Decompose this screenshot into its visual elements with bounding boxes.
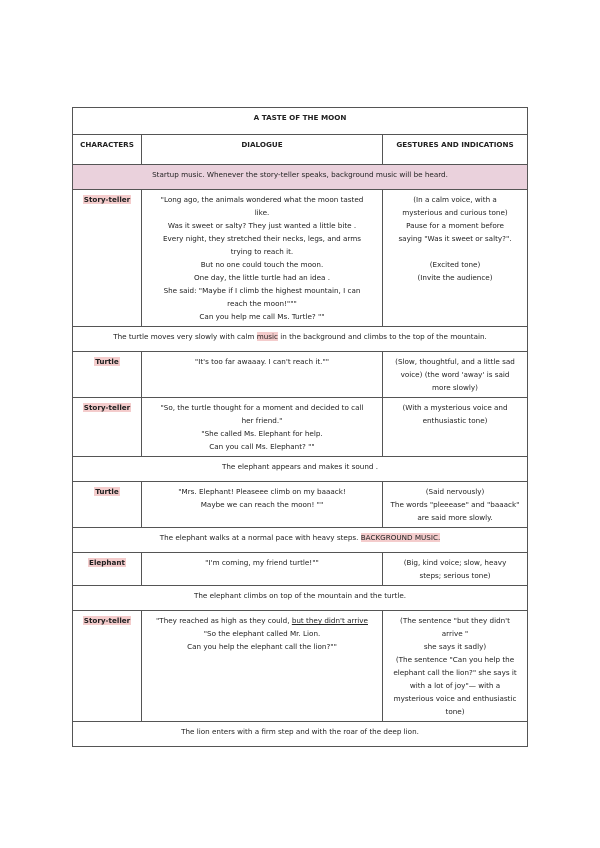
gestures-cell — [383, 352, 528, 398]
gesture-line: saying "Was it sweet or salty?". — [398, 234, 512, 243]
gesture-line: with a lot of joy"— with a — [409, 681, 501, 690]
stage-note — [73, 528, 528, 553]
script-row-1 — [73, 190, 528, 327]
gesture-line: enthusiastic tone) — [422, 416, 488, 425]
stage-note-row — [73, 528, 528, 553]
dialogue-line: Can you call Ms. Elephant? "" — [209, 442, 315, 451]
gesture-line: mysterious voice and enthusiastic — [393, 694, 517, 703]
dialogue-line: Can you help the elephant call the lion?"" — [187, 642, 337, 651]
dialogue-line: Can you help me call Ms. Turtle? "" — [199, 312, 325, 321]
dialogue-line: One day, the little turtle had an idea . — [194, 273, 330, 282]
character-cell — [73, 482, 142, 528]
gestures-cell — [383, 553, 528, 586]
dialogue-cell — [142, 398, 383, 457]
gesture-line: (Excited tone) — [429, 260, 481, 269]
header-gestures: GESTURES AND INDICATIONS — [383, 135, 528, 165]
gesture-line: voice) (the word 'away' is said — [400, 370, 510, 379]
dialogue-cell — [142, 611, 383, 722]
gesture-line: (With a mysterious voice and — [402, 403, 508, 412]
dialogue-line: "Mrs. Elephant! Pleaseee climb on my baaack! — [178, 487, 346, 496]
character-name: Turtle — [95, 487, 119, 496]
character-name: Story-teller — [83, 403, 131, 412]
stage-note-text: in the background and climbs to the top of the mountain. — [277, 332, 487, 341]
character-name: Story-teller — [83, 195, 131, 204]
stage-note-highlight: music — [256, 332, 278, 341]
gestures-cell — [383, 611, 528, 722]
stage-note-text: The turtle moves very slowly with calm — [113, 332, 257, 341]
dialogue-line: But no one could touch the moon. — [200, 260, 324, 269]
gesture-line: arrive " — [441, 629, 469, 638]
stage-note-row — [73, 722, 528, 747]
dialogue-line: "So the elephant called Mr. Lion. — [203, 629, 321, 638]
character-cell — [73, 398, 142, 457]
dialogue-line: "Long ago, the animals wondered what the moon tasted — [160, 195, 364, 204]
stage-note-highlight: BACKGROUND MUSIC. — [360, 533, 441, 542]
dialogue-text: "They reached as high as they could, — [156, 616, 292, 625]
gesture-line: The words "pleeease" and "baaack" — [390, 500, 520, 509]
gesture-line: (Invite the audience) — [417, 273, 493, 282]
character-name: Story-teller — [83, 616, 131, 625]
stage-note: The elephant climbs on top of the mountain and the turtle. — [73, 586, 528, 611]
script-row-6 — [73, 611, 528, 722]
gesture-line: (The sentence "but they didn't — [400, 616, 510, 625]
dialogue-line — [147, 614, 377, 627]
dialogue-line: like. — [254, 208, 270, 217]
gesture-line: more slowly) — [432, 383, 478, 392]
title-row — [73, 108, 528, 135]
dialogue-cell — [142, 352, 383, 398]
gesture-line: (Slow, thoughtful, and a little sad — [395, 357, 515, 366]
dialogue-underlined: but they didn't arrive — [291, 616, 368, 625]
dialogue-line: "I'm coming, my friend turtle!"" — [205, 558, 319, 567]
stage-note: The lion enters with a firm step and with the roar of the deep lion. — [73, 722, 528, 747]
dialogue-line: reach the moon!""" — [227, 299, 297, 308]
dialogue-cell — [142, 482, 383, 528]
character-name: Turtle — [95, 357, 119, 366]
stage-note-row — [73, 457, 528, 482]
character-cell — [73, 352, 142, 398]
gestures-cell — [383, 482, 528, 528]
startup-note-row — [73, 165, 528, 190]
character-cell — [73, 553, 142, 586]
character-name: Elephant — [89, 558, 125, 567]
dialogue-line: her friend." — [241, 416, 283, 425]
dialogue-line: She said: "Maybe if I climb the highest mountain, I can — [163, 286, 361, 295]
dialogue-cell — [142, 190, 383, 327]
stage-note — [73, 327, 528, 352]
dialogue-line: Maybe we can reach the moon! "" — [200, 500, 324, 509]
gesture-line: elephant call the lion?" she says it — [393, 668, 517, 677]
gesture-line: (Big, kind voice; slow, heavy — [403, 558, 507, 567]
gesture-line: are said more slowly. — [417, 513, 493, 522]
dialogue-cell — [142, 553, 383, 586]
gesture-line: (The sentence "Can you help the — [395, 655, 515, 664]
dialogue-line: Was it sweet or salty? They just wanted a little bite . — [167, 221, 357, 230]
gesture-line: mysterious and curious tone) — [402, 208, 508, 217]
script-row-4 — [73, 482, 528, 528]
page-title: A TASTE OF THE MOON — [73, 108, 528, 135]
gestures-cell — [383, 398, 528, 457]
gesture-line: (Said nervously) — [425, 487, 485, 496]
script-row-3 — [73, 398, 528, 457]
gesture-line: (In a calm voice, with a — [413, 195, 497, 204]
character-cell — [73, 190, 142, 327]
header-characters: CHARACTERS — [73, 135, 142, 165]
script-table — [72, 107, 528, 747]
dialogue-line: "She called Ms. Elephant for help. — [201, 429, 323, 438]
dialogue-line: trying to reach it. — [230, 247, 294, 256]
stage-note-row — [73, 586, 528, 611]
dialogue-line: Every night, they stretched their necks, legs, and arms — [163, 234, 361, 243]
character-cell — [73, 611, 142, 722]
header-dialogue: DIALOGUE — [142, 135, 383, 165]
startup-note: Startup music. Whenever the story-teller speaks, background music will be heard. — [73, 165, 528, 190]
gesture-line: she says it sadly) — [423, 642, 487, 651]
stage-note: The elephant appears and makes it sound . — [73, 457, 528, 482]
gesture-line: tone) — [445, 707, 465, 716]
gesture-line: Pause for a moment before — [406, 221, 504, 230]
header-row — [73, 135, 528, 165]
stage-note-text: The elephant walks at a normal pace with heavy steps. — [159, 533, 361, 542]
gesture-line — [388, 245, 522, 258]
stage-note-row — [73, 327, 528, 352]
gestures-cell — [383, 190, 528, 327]
script-row-5 — [73, 553, 528, 586]
script-row-2 — [73, 352, 528, 398]
dialogue-line: "It's too far awaaay. I can't reach it."" — [194, 357, 330, 366]
dialogue-line: "So, the turtle thought for a moment and decided to call — [160, 403, 364, 412]
gesture-line: steps; serious tone) — [419, 571, 491, 580]
